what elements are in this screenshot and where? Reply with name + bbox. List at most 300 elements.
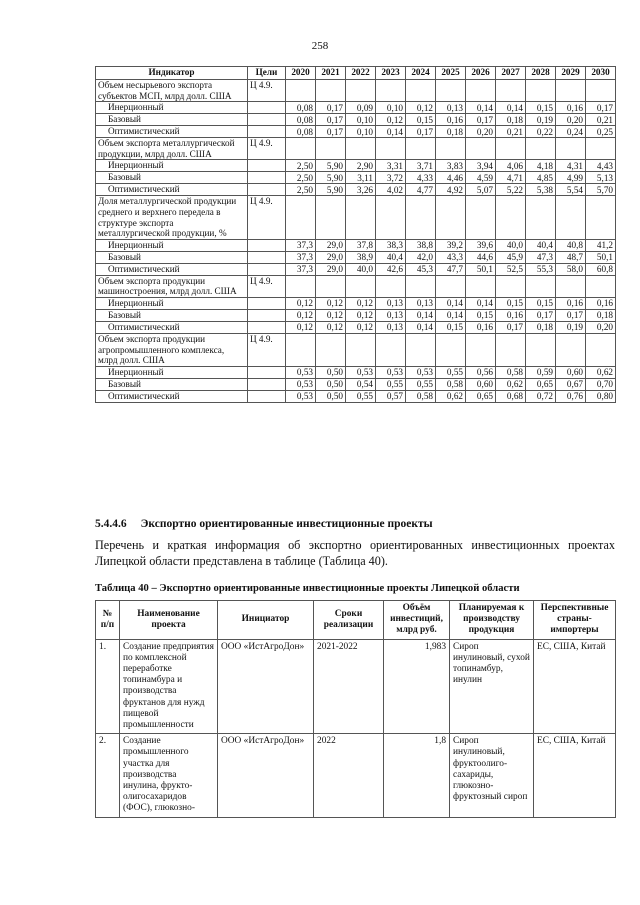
empty-cell (406, 275, 436, 297)
value-cell: 0,59 (526, 366, 556, 378)
scenario-row (96, 102, 616, 114)
value-cell: 45,3 (406, 263, 436, 275)
empty-cell (436, 80, 466, 102)
value-cell: 4,43 (586, 160, 616, 172)
indicator-table (95, 66, 616, 403)
indicator-row (96, 138, 616, 160)
empty-cell (556, 138, 586, 160)
value-cell: 0,14 (466, 102, 496, 114)
value-cell: 0,14 (436, 297, 466, 309)
empty-cell (526, 196, 556, 239)
value-cell: 0,62 (436, 390, 466, 402)
value-cell: 0,62 (496, 378, 526, 390)
value-cell: 2,50 (286, 172, 316, 184)
empty-cell (526, 275, 556, 297)
value-cell: 0,08 (286, 114, 316, 126)
value-cell: 43,3 (436, 251, 466, 263)
value-cell: 0,12 (406, 102, 436, 114)
value-cell: 5,38 (526, 184, 556, 196)
value-cell: 0,17 (316, 102, 346, 114)
value-cell: 0,15 (526, 297, 556, 309)
empty-cell (586, 333, 616, 366)
empty-cell (436, 138, 466, 160)
indicator-row (96, 196, 616, 239)
scenario-row (96, 309, 616, 321)
projects-table-header (96, 601, 616, 640)
goal-code: Ц 4.9. (248, 196, 286, 239)
value-cell: 0,55 (376, 378, 406, 390)
empty-cell (466, 333, 496, 366)
empty-cell (496, 80, 526, 102)
value-cell: 0,56 (466, 366, 496, 378)
value-cell: 37,3 (286, 251, 316, 263)
value-cell: 0,58 (496, 366, 526, 378)
indicator-row (96, 80, 616, 102)
value-cell: 0,10 (376, 102, 406, 114)
scenario-row (96, 160, 616, 172)
value-cell: 0,53 (346, 366, 376, 378)
value-cell: 47,7 (436, 263, 466, 275)
value-cell: 39,6 (466, 239, 496, 251)
project-period: 2021-2022 (314, 639, 384, 734)
value-cell: 3,31 (376, 160, 406, 172)
value-cell: 2,50 (286, 160, 316, 172)
value-cell: 50,1 (466, 263, 496, 275)
empty-cell (248, 297, 286, 309)
indicator-name: Объем несырьевого экспорта субъектов МСП, млрд долл. США (96, 80, 248, 102)
value-cell: 0,12 (346, 297, 376, 309)
project-number: 1. (96, 639, 120, 734)
project-period: 2022 (314, 734, 384, 817)
scenario-label: Базовый (96, 114, 248, 126)
project-countries: ЕС, США, Китай (534, 734, 616, 817)
empty-cell (248, 366, 286, 378)
column-header: 2025 (436, 67, 466, 80)
scenario-label: Инерционный (96, 297, 248, 309)
scenario-label: Оптимистический (96, 263, 248, 275)
value-cell: 0,08 (286, 102, 316, 114)
empty-cell (248, 309, 286, 321)
value-cell: 0,15 (436, 321, 466, 333)
value-cell: 0,15 (526, 102, 556, 114)
value-cell: 4,85 (526, 172, 556, 184)
value-cell: 0,13 (376, 309, 406, 321)
scenario-row (96, 126, 616, 138)
empty-cell (376, 80, 406, 102)
empty-cell (436, 196, 466, 239)
value-cell: 0,18 (586, 309, 616, 321)
column-header: 2020 (286, 67, 316, 80)
value-cell: 58,0 (556, 263, 586, 275)
value-cell: 0,55 (436, 366, 466, 378)
column-header: 2024 (406, 67, 436, 80)
empty-cell (248, 321, 286, 333)
value-cell: 29,0 (316, 239, 346, 251)
empty-cell (346, 138, 376, 160)
value-cell: 4,31 (556, 160, 586, 172)
value-cell: 0,12 (286, 321, 316, 333)
value-cell: 4,02 (376, 184, 406, 196)
value-cell: 0,17 (406, 126, 436, 138)
value-cell: 0,12 (376, 114, 406, 126)
value-cell: 38,8 (406, 239, 436, 251)
value-cell: 0,53 (286, 378, 316, 390)
scenario-row (96, 184, 616, 196)
project-volume: 1,8 (384, 734, 450, 817)
value-cell: 0,57 (376, 390, 406, 402)
value-cell: 0,17 (466, 114, 496, 126)
empty-cell (248, 126, 286, 138)
empty-cell (556, 275, 586, 297)
value-cell: 0,13 (376, 321, 406, 333)
empty-cell (376, 196, 406, 239)
value-cell: 2,90 (346, 160, 376, 172)
value-cell: 0,12 (346, 321, 376, 333)
value-cell: 0,65 (466, 390, 496, 402)
value-cell: 0,21 (586, 114, 616, 126)
value-cell: 0,72 (526, 390, 556, 402)
scenario-label: Оптимистический (96, 126, 248, 138)
project-initiator: ООО «ИстАгроДон» (218, 639, 314, 734)
value-cell: 0,15 (496, 297, 526, 309)
column-header: Инициатор (218, 601, 314, 640)
project-volume: 1,983 (384, 639, 450, 734)
column-header: 2027 (496, 67, 526, 80)
value-cell: 0,17 (586, 102, 616, 114)
value-cell: 0,50 (316, 390, 346, 402)
empty-cell (556, 333, 586, 366)
project-number: 2. (96, 734, 120, 817)
empty-cell (248, 114, 286, 126)
value-cell: 4,46 (436, 172, 466, 184)
empty-cell (316, 80, 346, 102)
value-cell: 0,65 (526, 378, 556, 390)
value-cell: 42,0 (406, 251, 436, 263)
value-cell: 5,70 (586, 184, 616, 196)
goal-code: Ц 4.9. (248, 80, 286, 102)
column-header: № п/п (96, 601, 120, 640)
column-header: Сроки реализации (314, 601, 384, 640)
value-cell: 60,8 (586, 263, 616, 275)
empty-cell (586, 196, 616, 239)
empty-cell (286, 196, 316, 239)
value-cell: 0,16 (556, 297, 586, 309)
scenario-label: Оптимистический (96, 390, 248, 402)
empty-cell (286, 333, 316, 366)
value-cell: 5,90 (316, 172, 346, 184)
value-cell: 40,4 (376, 251, 406, 263)
scenario-row (96, 263, 616, 275)
value-cell: 55,3 (526, 263, 556, 275)
value-cell: 0,16 (496, 309, 526, 321)
value-cell: 52,5 (496, 263, 526, 275)
indicator-name: Доля металлургической продукции среднего и верхнего передела в структуре экспорта металлургической продукции, % (96, 196, 248, 239)
value-cell: 39,2 (436, 239, 466, 251)
value-cell: 0,80 (586, 390, 616, 402)
value-cell: 38,9 (346, 251, 376, 263)
value-cell: 0,60 (466, 378, 496, 390)
value-cell: 0,12 (316, 321, 346, 333)
empty-cell (436, 275, 466, 297)
scenario-label: Оптимистический (96, 184, 248, 196)
value-cell: 29,0 (316, 251, 346, 263)
value-cell: 4,18 (526, 160, 556, 172)
goal-code: Ц 4.9. (248, 138, 286, 160)
empty-cell (376, 333, 406, 366)
scenario-row (96, 366, 616, 378)
value-cell: 42,6 (376, 263, 406, 275)
value-cell: 0,20 (466, 126, 496, 138)
goal-code: Ц 4.9. (248, 333, 286, 366)
empty-cell (466, 275, 496, 297)
scenario-row (96, 321, 616, 333)
value-cell: 40,0 (346, 263, 376, 275)
value-cell: 0,15 (466, 309, 496, 321)
scenario-label: Инерционный (96, 102, 248, 114)
project-row (96, 734, 616, 817)
empty-cell (406, 333, 436, 366)
empty-cell (496, 196, 526, 239)
empty-cell (286, 80, 316, 102)
indicator-table-header (96, 67, 616, 80)
value-cell: 0,76 (556, 390, 586, 402)
value-cell: 0,13 (436, 102, 466, 114)
project-countries: ЕС, США, Китай (534, 639, 616, 734)
empty-cell (526, 80, 556, 102)
value-cell: 0,68 (496, 390, 526, 402)
value-cell: 0,53 (376, 366, 406, 378)
project-product: Сироп инулиновый, фруктоолиго-сахариды, глюкозно-фруктозный сироп (450, 734, 534, 817)
section-title: Экспортно ориентированные инвестиционные проекты (140, 518, 433, 530)
value-cell: 0,18 (496, 114, 526, 126)
value-cell: 0,10 (346, 126, 376, 138)
scenario-row (96, 114, 616, 126)
value-cell: 0,14 (496, 102, 526, 114)
scenario-label: Инерционный (96, 239, 248, 251)
value-cell: 0,10 (346, 114, 376, 126)
value-cell: 0,67 (556, 378, 586, 390)
value-cell: 40,8 (556, 239, 586, 251)
value-cell: 0,13 (376, 297, 406, 309)
value-cell: 3,11 (346, 172, 376, 184)
empty-cell (248, 251, 286, 263)
scenario-row (96, 251, 616, 263)
value-cell: 0,13 (406, 297, 436, 309)
empty-cell (248, 390, 286, 402)
value-cell: 4,33 (406, 172, 436, 184)
value-cell: 0,14 (376, 126, 406, 138)
value-cell: 0,55 (346, 390, 376, 402)
empty-cell (248, 160, 286, 172)
column-header: 2030 (586, 67, 616, 80)
value-cell: 0,17 (526, 309, 556, 321)
indicator-name: Объем экспорта продукции агропромышленного комплекса, млрд долл. США (96, 333, 248, 366)
value-cell: 0,09 (346, 102, 376, 114)
page-number: 258 (311, 40, 329, 52)
value-cell: 0,12 (286, 297, 316, 309)
value-cell: 0,16 (586, 297, 616, 309)
value-cell: 0,19 (556, 321, 586, 333)
value-cell: 0,08 (286, 126, 316, 138)
scenario-row (96, 390, 616, 402)
value-cell: 0,16 (556, 102, 586, 114)
scenario-label: Инерционный (96, 366, 248, 378)
value-cell: 0,53 (286, 390, 316, 402)
empty-cell (406, 196, 436, 239)
value-cell: 5,07 (466, 184, 496, 196)
value-cell: 4,77 (406, 184, 436, 196)
value-cell: 0,21 (496, 126, 526, 138)
value-cell: 47,3 (526, 251, 556, 263)
value-cell: 4,59 (466, 172, 496, 184)
value-cell: 0,50 (316, 366, 346, 378)
value-cell: 40,0 (496, 239, 526, 251)
column-header: 2026 (466, 67, 496, 80)
indicator-row (96, 333, 616, 366)
empty-cell (346, 80, 376, 102)
indicator-name: Объем экспорта металлургической продукции, млрд долл. США (96, 138, 248, 160)
column-header: Индикатор (96, 67, 248, 80)
empty-cell (466, 80, 496, 102)
empty-cell (586, 80, 616, 102)
value-cell: 0,12 (346, 309, 376, 321)
column-header: Объём инвестиций, млрд руб. (384, 601, 450, 640)
value-cell: 37,3 (286, 263, 316, 275)
value-cell: 29,0 (316, 263, 346, 275)
column-header: 2028 (526, 67, 556, 80)
value-cell: 0,60 (556, 366, 586, 378)
table-caption: Таблица 40 – Экспортно ориентированные инвестиционные проекты Липецкой области (95, 583, 520, 594)
value-cell: 0,12 (316, 309, 346, 321)
value-cell: 0,17 (316, 126, 346, 138)
section-number: 5.4.4.6 (95, 518, 127, 530)
empty-cell (248, 184, 286, 196)
column-header: Перспективные страны-импортеры (534, 601, 616, 640)
value-cell: 2,50 (286, 184, 316, 196)
value-cell: 0,53 (286, 366, 316, 378)
value-cell: 50,1 (586, 251, 616, 263)
value-cell: 0,55 (406, 378, 436, 390)
value-cell: 0,15 (406, 114, 436, 126)
value-cell: 37,8 (346, 239, 376, 251)
value-cell: 4,92 (436, 184, 466, 196)
empty-cell (556, 196, 586, 239)
indicator-name: Объем экспорта продукции машиностроения, млрд долл. США (96, 275, 248, 297)
empty-cell (346, 275, 376, 297)
empty-cell (316, 275, 346, 297)
value-cell: 40,4 (526, 239, 556, 251)
value-cell: 0,12 (316, 297, 346, 309)
value-cell: 0,58 (406, 390, 436, 402)
column-header: 2029 (556, 67, 586, 80)
column-header: 2021 (316, 67, 346, 80)
value-cell: 0,20 (556, 114, 586, 126)
value-cell: 4,06 (496, 160, 526, 172)
scenario-label: Базовый (96, 172, 248, 184)
empty-cell (496, 333, 526, 366)
value-cell: 0,14 (406, 309, 436, 321)
value-cell: 5,22 (496, 184, 526, 196)
value-cell: 45,9 (496, 251, 526, 263)
value-cell: 37,3 (286, 239, 316, 251)
empty-cell (248, 263, 286, 275)
column-header: Планируемая к производству продукция (450, 601, 534, 640)
scenario-label: Базовый (96, 378, 248, 390)
intro-paragraph: Перечень и краткая информация об экспортно ориентированных инвестиционных проектах Липецкой области представлена в таблице (Таблица 40). (95, 538, 615, 568)
goal-code: Ц 4.9. (248, 275, 286, 297)
empty-cell (406, 80, 436, 102)
value-cell: 0,24 (556, 126, 586, 138)
empty-cell (586, 275, 616, 297)
value-cell: 0,17 (316, 114, 346, 126)
value-cell: 4,71 (496, 172, 526, 184)
value-cell: 0,50 (316, 378, 346, 390)
value-cell: 0,62 (586, 366, 616, 378)
empty-cell (346, 333, 376, 366)
project-row (96, 639, 616, 734)
scenario-row (96, 239, 616, 251)
empty-cell (316, 196, 346, 239)
scenario-row (96, 172, 616, 184)
section-heading (95, 518, 615, 530)
empty-cell (526, 138, 556, 160)
scenario-label: Инерционный (96, 160, 248, 172)
empty-cell (248, 378, 286, 390)
empty-cell (248, 239, 286, 251)
empty-cell (586, 138, 616, 160)
empty-cell (286, 138, 316, 160)
projects-table (95, 600, 616, 818)
scenario-label: Базовый (96, 309, 248, 321)
value-cell: 3,94 (466, 160, 496, 172)
empty-cell (286, 275, 316, 297)
empty-cell (248, 102, 286, 114)
empty-cell (376, 138, 406, 160)
column-header: Наименование проекта (120, 601, 218, 640)
value-cell: 0,70 (586, 378, 616, 390)
value-cell: 0,54 (346, 378, 376, 390)
value-cell: 0,18 (526, 321, 556, 333)
empty-cell (316, 138, 346, 160)
empty-cell (496, 275, 526, 297)
value-cell: 5,13 (586, 172, 616, 184)
indicator-row (96, 275, 616, 297)
value-cell: 0,17 (496, 321, 526, 333)
empty-cell (316, 333, 346, 366)
value-cell: 0,18 (436, 126, 466, 138)
value-cell: 0,22 (526, 126, 556, 138)
project-name: Создание промышленного участка для производства инулина, фрукто-олигосахаридов (ФОС), глюкозно- (120, 734, 218, 817)
value-cell: 4,99 (556, 172, 586, 184)
value-cell: 0,17 (556, 309, 586, 321)
value-cell: 5,90 (316, 184, 346, 196)
project-name: Создание предприятия по комплексной переработке топинамбура и производства фруктанов для нужд пищевой промышленности (120, 639, 218, 734)
empty-cell (526, 333, 556, 366)
value-cell: 0,14 (436, 309, 466, 321)
value-cell: 3,26 (346, 184, 376, 196)
empty-cell (376, 275, 406, 297)
value-cell: 0,53 (406, 366, 436, 378)
empty-cell (406, 138, 436, 160)
column-header: 2023 (376, 67, 406, 80)
scenario-row (96, 297, 616, 309)
empty-cell (466, 138, 496, 160)
empty-cell (436, 333, 466, 366)
empty-cell (496, 138, 526, 160)
value-cell: 0,19 (526, 114, 556, 126)
value-cell: 3,72 (376, 172, 406, 184)
value-cell: 0,14 (466, 297, 496, 309)
